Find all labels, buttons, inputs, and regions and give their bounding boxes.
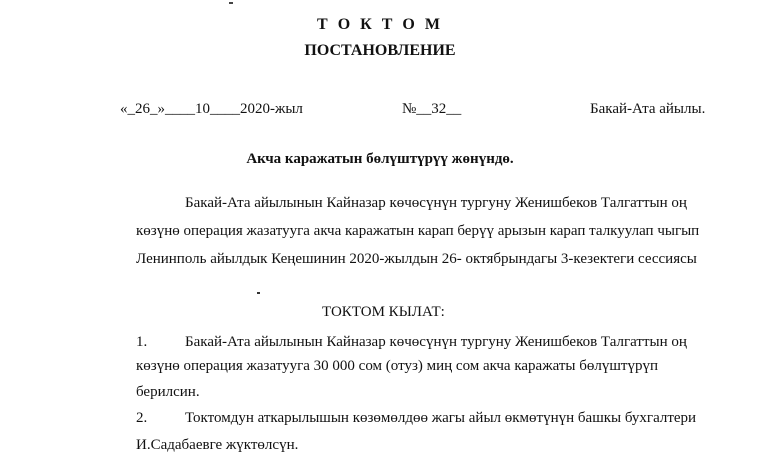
document-number: №__32__ <box>402 101 462 117</box>
item-line: Бакай-Ата айылынын Кайназар көчөсүнүн тургуну Женишбеков Талгаттын оң <box>185 334 687 350</box>
decision-heading: ТОКТОМ КЫЛАТ: <box>322 304 445 320</box>
document-title: Т О К Т О М <box>317 16 443 33</box>
item-line: берилсин. <box>136 384 200 400</box>
document-subtitle: ПОСТАНОВЛЕНИЕ <box>304 42 456 59</box>
scan-speck <box>229 2 233 4</box>
document-subject: Акча каражатын бөлүштүрүү жөнүндө. <box>246 151 514 167</box>
scan-mark <box>257 292 260 294</box>
document-place: Бакай-Ата айылы. <box>590 101 706 117</box>
preamble-line: Бакай-Ата айылынын Кайназар көчөсүнүн тургуну Женишбеков Талгаттын оң <box>185 195 687 211</box>
item-line: Токтомдун аткарылышын көзөмөлдөө жагы айыл өкмөтүнүн башкы бухгалтери <box>185 410 697 426</box>
item-line: көзүнө операция жазатууга 30 000 сом (отуз) миң сом акча каражаты бөлүштүрүп <box>136 358 658 374</box>
item-number: 1. <box>136 334 148 350</box>
preamble-line: көзүнө операция жазатууга акча каражатын карап берүү арызын карап талкуулап чыгып <box>136 223 700 239</box>
item-line: И.Садабаевге жүктөлсүн. <box>136 437 299 453</box>
document-date: «_26_»____10____2020-жыл <box>120 101 303 117</box>
preamble-line: Ленинполь айылдык Кеңешинин 2020-жылдын 26- октябрындагы 3-кезектеги сессиясы <box>136 251 697 267</box>
item-number: 2. <box>136 410 148 426</box>
